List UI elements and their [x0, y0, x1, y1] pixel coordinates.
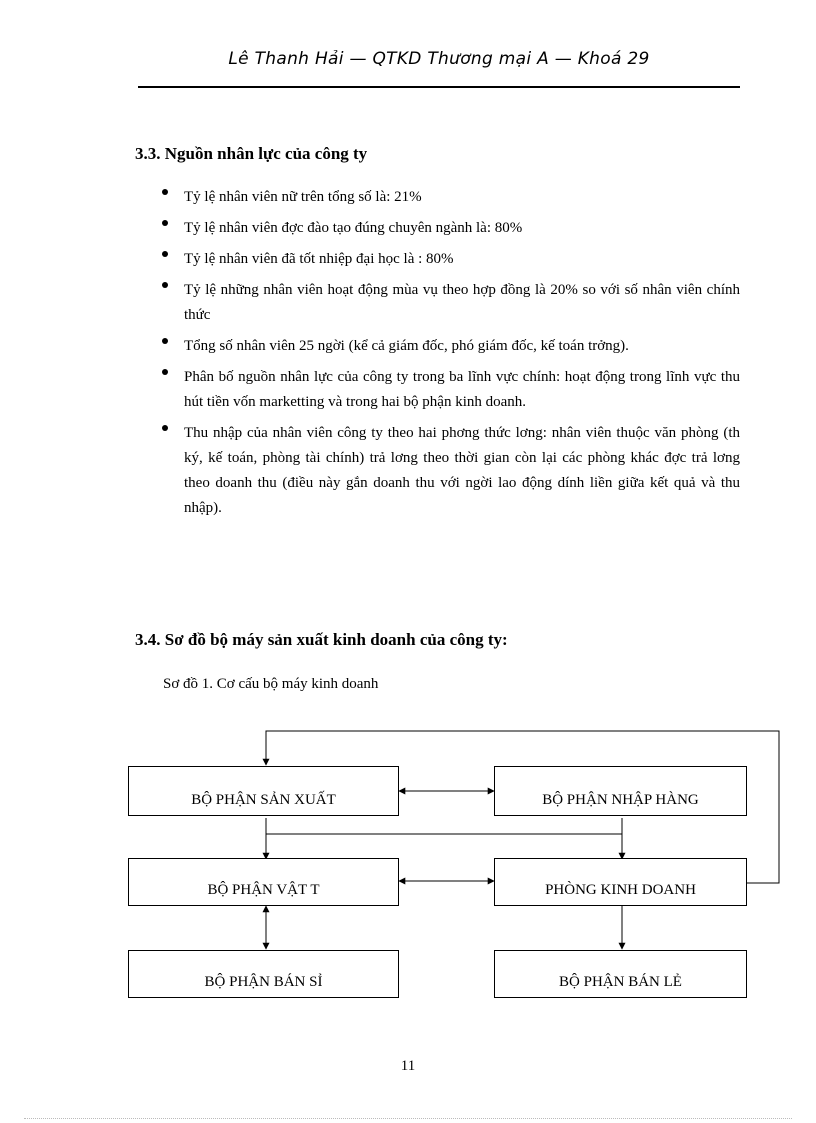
list-item: Tỷ lệ những nhân viên hoạt động mùa vụ theo hợp đồng là 20% so với số nhân viên chính thức — [162, 278, 740, 328]
list-item: Thu nhập của nhân viên công ty theo hai phơng thức lơng: nhân viên thuộc văn phòng (th ký, kế toán, phòng tài chính) trả lơng theo thời gian còn lại các phòng khác đợc trả lơng theo doanh thu (điều này gắn doanh thu với ngời lao động dính liền giữa kết quả và thu nhập). — [162, 421, 740, 521]
box-bo-phan-nhap-hang: BỘ PHẬN NHẬP HÀNG — [494, 766, 747, 816]
section-3-3-title: 3.3. Nguồn nhân lực của công ty — [135, 144, 368, 163]
diagram-caption: Sơ đồ 1. Cơ cấu bộ máy kinh doanh — [163, 676, 379, 692]
list-item: Phân bố nguồn nhân lực của công ty trong ba lĩnh vực chính: hoạt động trong lĩnh vực thu hút tiền vốn marketting và trong hai bộ phận kinh doanh. — [162, 365, 740, 415]
page-number: 11 — [400, 1058, 416, 1074]
list-item: Tỷ lệ nhân viên nữ trên tổng số là: 21% — [162, 185, 740, 210]
box-bo-phan-vat-tu: BỘ PHẬN VẬT T — [128, 858, 399, 906]
page-header: Lê Thanh Hải — QTKD Thương mại A — Khoá 29 — [228, 49, 650, 69]
box-bo-phan-san-xuat: BỘ PHẬN SẢN XUẤT — [128, 766, 399, 816]
list-item: Tỷ lệ nhân viên đợc đào tạo đúng chuyên ngành là: 80% — [162, 216, 740, 241]
list-item: Tỷ lệ nhân viên đã tốt nhiệp đại học là : 80% — [162, 247, 740, 272]
box-phong-kinh-doanh: PHÒNG KINH DOANH — [494, 858, 747, 906]
footer-divider — [24, 1118, 792, 1119]
section-3-4-title: 3.4. Sơ đồ bộ máy sản xuất kinh doanh của công ty: — [135, 630, 508, 649]
box-bo-phan-ban-si: BỘ PHẬN BÁN SỈ — [128, 950, 399, 998]
box-bo-phan-ban-le: BỘ PHẬN BÁN LẺ — [494, 950, 747, 998]
list-item: Tổng số nhân viên 25 ngời (kể cả giám đốc, phó giám đốc, kế toán trởng). — [162, 334, 740, 359]
